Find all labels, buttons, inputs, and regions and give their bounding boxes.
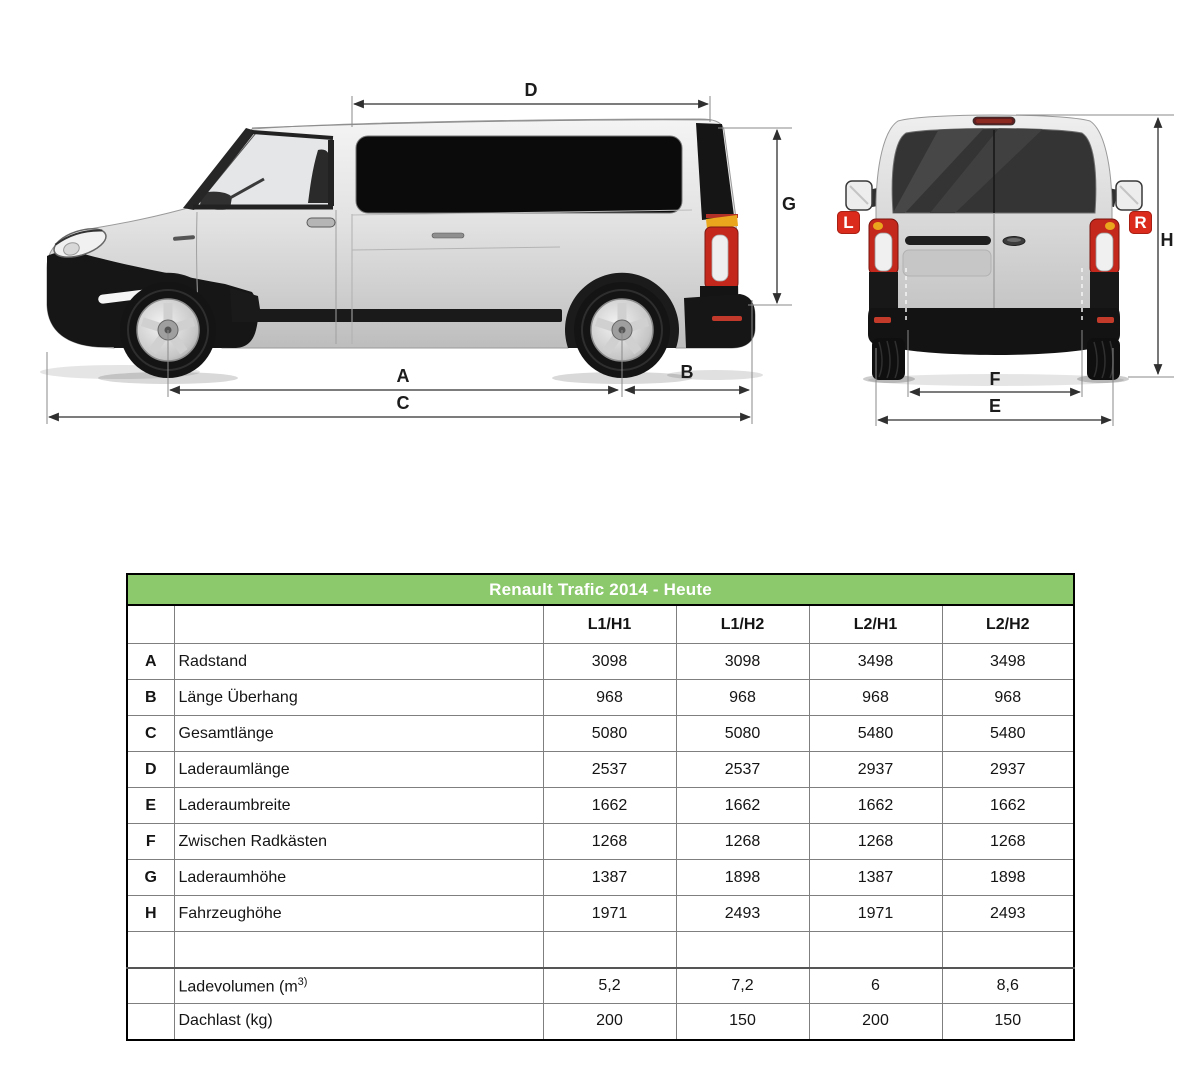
row-label: Radstand (174, 644, 543, 680)
row-key: F (127, 824, 174, 860)
row-key: H (127, 896, 174, 932)
row-label: Ladevolumen ($m^{3)}$ (174, 968, 543, 1004)
row-value: 3498 (942, 644, 1074, 680)
row-value: 1268 (809, 824, 942, 860)
row-label: Länge Überhang (174, 680, 543, 716)
row-value: 1898 (942, 860, 1074, 896)
dim-label-c: C (396, 393, 410, 413)
row-value: 968 (543, 680, 676, 716)
row-key: E (127, 788, 174, 824)
table-row (127, 824, 1074, 860)
row-key: D (127, 752, 174, 788)
dim-label-f: F (989, 369, 1001, 389)
row-value: 1971 (809, 896, 942, 932)
row-value: 1662 (809, 788, 942, 824)
row-label: Zwischen Radkästen (174, 824, 543, 860)
table-row (127, 896, 1074, 932)
row-value: 150 (676, 1004, 809, 1040)
row-value: 200 (809, 1004, 942, 1040)
dim-label-b: B (680, 362, 694, 382)
row-label: Fahrzeughöhe (174, 896, 543, 932)
row-value: 2937 (942, 752, 1074, 788)
row-value: 968 (676, 680, 809, 716)
row-value: 5,2 (543, 968, 676, 1004)
table-title-row (127, 574, 1074, 605)
license-plate-recess (903, 250, 991, 276)
row-value (942, 932, 1074, 968)
table-row (127, 860, 1074, 896)
row-value: 1971 (543, 896, 676, 932)
row-value: 1662 (543, 788, 676, 824)
table-row (127, 752, 1074, 788)
dim-label-e: E (988, 396, 1002, 416)
row-value: 2537 (543, 752, 676, 788)
side-view-van (40, 119, 763, 384)
row-value: 1387 (543, 860, 676, 896)
front-door-window (183, 128, 333, 210)
dim-label-g: G (781, 194, 797, 214)
right-side-badge: R (1129, 211, 1152, 234)
row-value: 968 (809, 680, 942, 716)
row-value: 7,2 (676, 968, 809, 1004)
dimensions-table (126, 573, 1075, 1041)
row-value: 5480 (942, 716, 1074, 752)
tailgate-handle (905, 236, 991, 245)
row-value: 5080 (676, 716, 809, 752)
row-value: 2937 (809, 752, 942, 788)
col-header-l1h2: L1/H2 (676, 605, 809, 644)
row-key: B (127, 680, 174, 716)
table-row (127, 1004, 1074, 1040)
rocker-trim (232, 309, 562, 322)
row-label: Laderaumlänge (174, 752, 543, 788)
table-body (127, 644, 1074, 1040)
row-key: G (127, 860, 174, 896)
row-value: 1662 (676, 788, 809, 824)
left-side-badge: L (837, 211, 860, 234)
row-value (676, 932, 809, 968)
col-header-l2h1: L2/H1 (809, 605, 942, 644)
row-value (809, 932, 942, 968)
row-value: 150 (942, 1004, 1074, 1040)
row-value: 3498 (809, 644, 942, 680)
row-key: A (127, 644, 174, 680)
table-row (127, 680, 1074, 716)
row-value (543, 932, 676, 968)
row-value: 1268 (543, 824, 676, 860)
table-row (127, 716, 1074, 752)
row-value: 1898 (676, 860, 809, 896)
door-handle (307, 218, 335, 227)
cargo-window (356, 136, 682, 213)
row-value: 3098 (543, 644, 676, 680)
row-label: Laderaumbreite (174, 788, 543, 824)
table-row (127, 932, 1074, 968)
row-value: 2493 (676, 896, 809, 932)
col-header-l2h2: L2/H2 (942, 605, 1074, 644)
row-key (127, 1004, 174, 1040)
table-row (127, 644, 1074, 680)
row-label: Dachlast (kg) (174, 1004, 543, 1040)
row-label (174, 932, 543, 968)
label-column-header (174, 605, 543, 644)
row-value: 200 (543, 1004, 676, 1040)
table-row (127, 968, 1074, 1004)
row-value: 2493 (942, 896, 1074, 932)
row-value: 5080 (543, 716, 676, 752)
col-header-l1h1: L1/H1 (543, 605, 676, 644)
dim-label-d: D (524, 80, 538, 100)
row-value: 1268 (942, 824, 1074, 860)
vehicle-diagram (0, 0, 1200, 470)
row-key (127, 968, 174, 1004)
dim-label-a: A (396, 366, 410, 386)
brand-logo (1003, 237, 1025, 246)
rear-tail-light-right (1090, 219, 1119, 275)
row-label: Gesamtlänge (174, 716, 543, 752)
row-value: 5480 (809, 716, 942, 752)
row-value: 2537 (676, 752, 809, 788)
table-row (127, 788, 1074, 824)
row-value: 1662 (942, 788, 1074, 824)
row-value: 6 (809, 968, 942, 1004)
rear-tail-light-left (869, 219, 898, 275)
row-value: 1268 (676, 824, 809, 860)
row-value: 8,6 (942, 968, 1074, 1004)
column-header-row (127, 605, 1074, 644)
table-title: Renault Trafic 2014 - Heute (127, 574, 1074, 605)
row-label: Laderaumhöhe (174, 860, 543, 896)
row-value: 1387 (809, 860, 942, 896)
row-value: 968 (942, 680, 1074, 716)
dim-label-h: H (1160, 230, 1174, 250)
row-value: 3098 (676, 644, 809, 680)
row-key (127, 932, 174, 968)
row-key: C (127, 716, 174, 752)
rear-view-van (846, 115, 1142, 389)
key-column-header (127, 605, 174, 644)
